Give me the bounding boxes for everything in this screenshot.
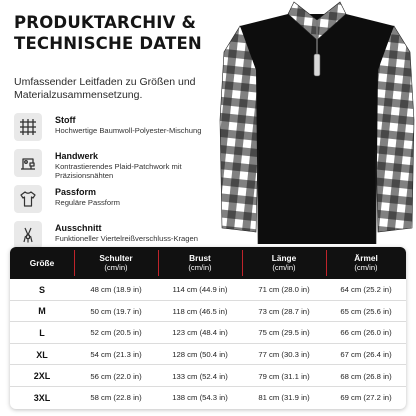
table-row bbox=[10, 387, 406, 409]
sleeve-cell: 66 cm (26.0 in) bbox=[340, 328, 392, 338]
size-cell: L bbox=[39, 327, 45, 338]
size-chart-table bbox=[10, 247, 406, 409]
size-cell: M bbox=[38, 306, 46, 317]
column-header-length: Länge (cm/in) bbox=[271, 253, 297, 272]
shoulder-cell: 56 cm (22.0 in) bbox=[90, 371, 142, 381]
feature-title: Passform bbox=[55, 187, 97, 197]
page-title-line-2: TECHNISCHE DATEN bbox=[14, 34, 202, 53]
chest-cell: 114 cm (44.9 in) bbox=[172, 285, 228, 295]
page-subtitle: Umfassender Leitfaden zu Größen und Materialzusammensetzung. bbox=[14, 76, 196, 101]
length-cell: 79 cm (31.1 in) bbox=[258, 371, 310, 381]
feature-item-craft bbox=[14, 147, 226, 181]
feature-description: Kontrastierendes Plaid-Patchwork mit Präzisionsnähten bbox=[55, 162, 182, 180]
table-row bbox=[10, 344, 406, 366]
sewing-machine-icon bbox=[14, 149, 42, 177]
length-cell: 81 cm (31.9 in) bbox=[258, 393, 310, 403]
feature-item-fit bbox=[14, 183, 226, 217]
chest-cell: 128 cm (50.4 in) bbox=[172, 350, 228, 360]
size-cell: S bbox=[38, 284, 45, 295]
chest-cell: 123 cm (48.4 in) bbox=[172, 328, 228, 338]
fabric-grid-icon bbox=[14, 113, 42, 141]
column-header-chest: Brust (cm/in) bbox=[188, 253, 212, 272]
page-title bbox=[14, 12, 239, 54]
table-body bbox=[10, 279, 406, 409]
chest-cell: 133 cm (52.4 in) bbox=[172, 371, 228, 381]
shoulder-cell: 52 cm (20.5 in) bbox=[90, 328, 142, 338]
table-row bbox=[10, 301, 406, 323]
feature-description: Reguläre Passform bbox=[55, 198, 120, 207]
chest-cell: 118 cm (46.5 in) bbox=[172, 306, 228, 316]
table-row bbox=[10, 365, 406, 387]
column-header-shoulder: Schulter (cm/in) bbox=[99, 253, 133, 272]
zipper-icon bbox=[14, 221, 42, 249]
feature-title: Handwerk bbox=[55, 151, 99, 161]
size-cell: XL bbox=[36, 349, 48, 360]
sleeve-cell: 64 cm (25.2 in) bbox=[340, 285, 392, 295]
shirt-product-image bbox=[218, 0, 416, 244]
length-cell: 71 cm (28.0 in) bbox=[258, 285, 310, 295]
feature-description: Hochwertige Baumwoll-Polyester-Mischung bbox=[55, 126, 202, 135]
feature-item-fabric bbox=[14, 111, 226, 145]
feature-title: Stoff bbox=[55, 115, 76, 125]
length-cell: 77 cm (30.3 in) bbox=[258, 350, 310, 360]
size-cell: 2XL bbox=[33, 371, 51, 382]
feature-description: Funktioneller Viertelreißverschluss-Kragen bbox=[55, 234, 198, 243]
shoulder-cell: 58 cm (22.8 in) bbox=[90, 393, 142, 403]
table-header bbox=[10, 247, 406, 279]
feature-title: Ausschnitt bbox=[55, 223, 102, 233]
size-cell: 3XL bbox=[33, 392, 51, 403]
feature-list bbox=[14, 111, 226, 255]
shoulder-cell: 54 cm (21.3 in) bbox=[90, 350, 142, 360]
shoulder-cell: 50 cm (19.7 in) bbox=[90, 306, 142, 316]
length-cell: 75 cm (29.5 in) bbox=[258, 328, 310, 338]
length-cell: 73 cm (28.7 in) bbox=[258, 306, 310, 316]
column-header-sleeve: Ärmel (cm/in) bbox=[354, 253, 378, 272]
tshirt-icon bbox=[14, 185, 42, 213]
sleeve-cell: 65 cm (25.6 in) bbox=[340, 306, 392, 316]
table-row bbox=[10, 279, 406, 301]
chest-cell: 138 cm (54.3 in) bbox=[172, 393, 228, 403]
sleeve-cell: 67 cm (26.4 in) bbox=[340, 350, 392, 360]
page-title-line-1: PRODUKTARCHIV & bbox=[14, 13, 197, 32]
sleeve-cell: 68 cm (26.8 in) bbox=[340, 371, 392, 381]
shoulder-cell: 48 cm (18.9 in) bbox=[90, 285, 142, 295]
table-row bbox=[10, 322, 406, 344]
column-header-size: Größe bbox=[29, 258, 55, 268]
sleeve-cell: 69 cm (27.2 in) bbox=[340, 393, 392, 403]
